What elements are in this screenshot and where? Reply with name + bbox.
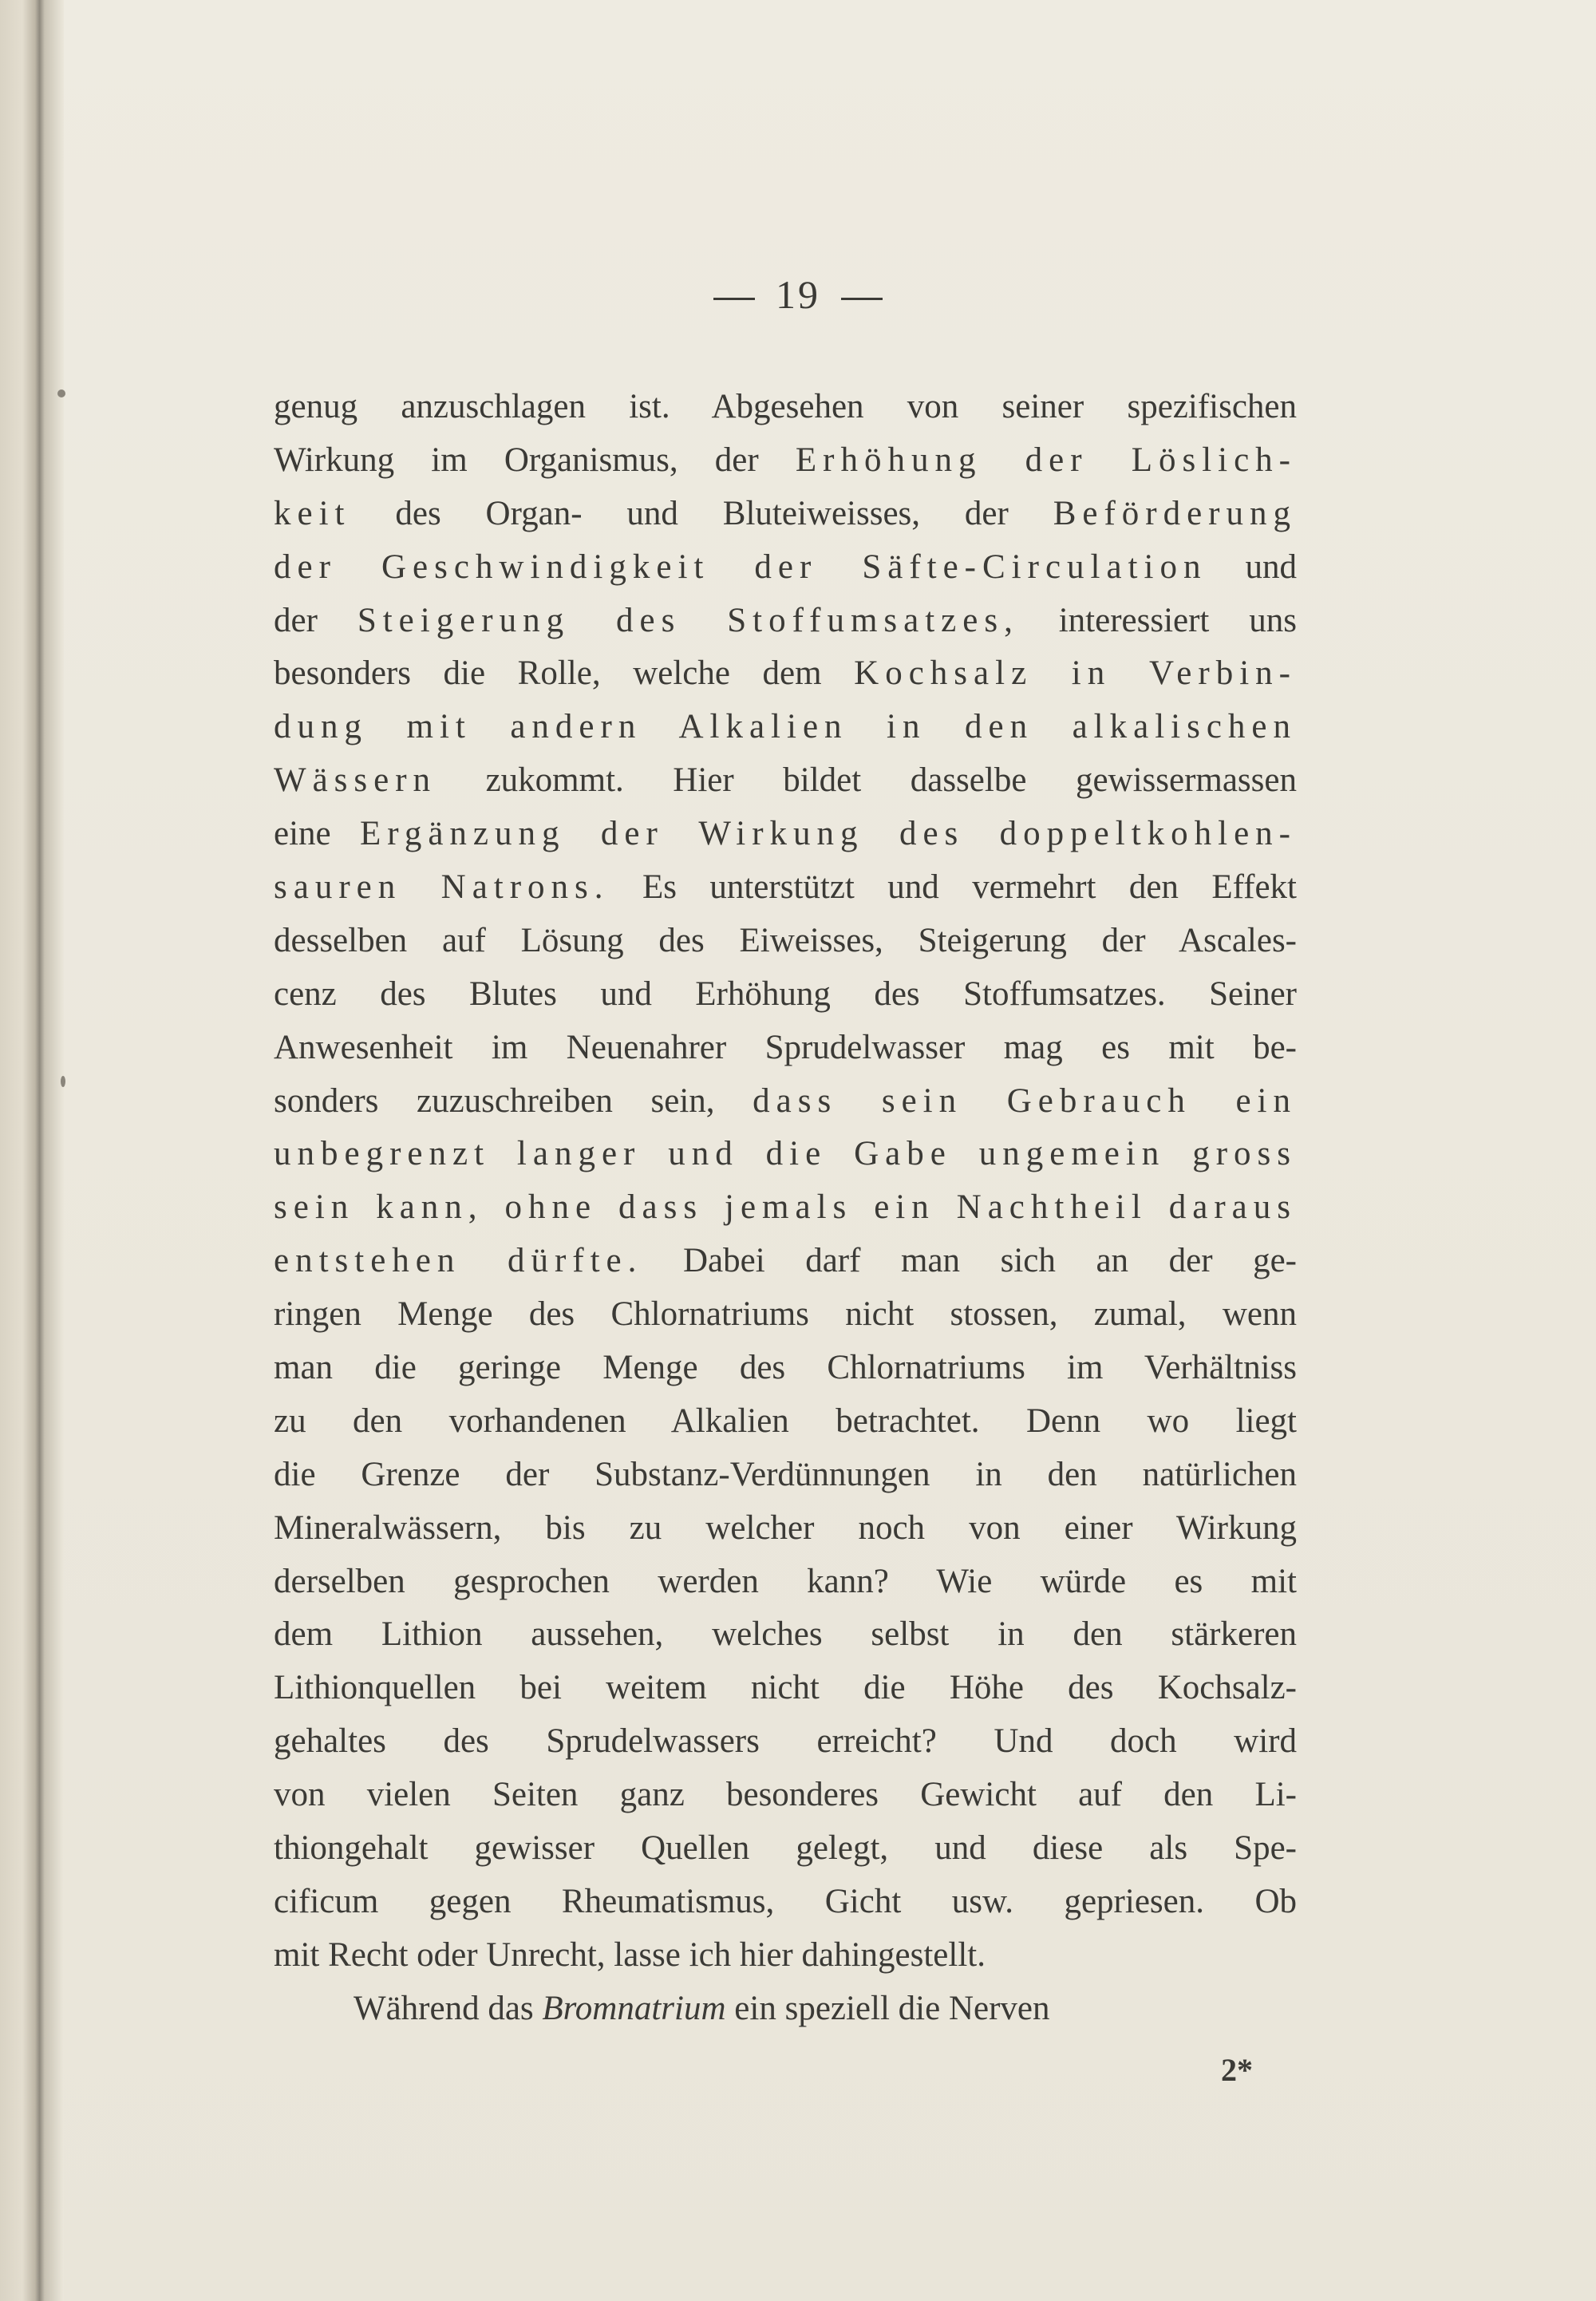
text-segment: sonders zuzuschreiben sein, (274, 1081, 753, 1120)
text-segment: Mineralwässern, bis zu welcher noch von einer Wirkung (274, 1508, 1297, 1547)
text-line (274, 1128, 1297, 1181)
text-line (274, 541, 1297, 595)
text-line (274, 1929, 1297, 1983)
spaced-emphasis: dung mit andern Alkalien in den alkalischen (274, 708, 1297, 746)
body-text (274, 381, 1297, 2036)
text-line (274, 1608, 1297, 1662)
text-line (274, 808, 1297, 861)
spaced-emphasis: Kochsalz in Verbin- (854, 654, 1297, 693)
paper-speck (57, 389, 65, 397)
text-segment: thiongehalt gewisser Quellen gelegt, und diese als Spe- (274, 1829, 1297, 1868)
text-line (274, 647, 1297, 701)
text-line (274, 1662, 1297, 1715)
text-line (274, 1235, 1297, 1288)
text-segment: von vielen Seiten ganz besonderes Gewicht auf den Li- (274, 1776, 1297, 1814)
text-line (274, 861, 1297, 915)
spaced-emphasis: keit (274, 494, 351, 532)
text-segment: der (274, 601, 358, 639)
text-segment: Wirkung im Organismus, der (274, 441, 796, 479)
text-segment: derselben gesprochen werden kann? Wie würde es mit (274, 1562, 1297, 1600)
text-line (274, 1181, 1297, 1235)
text-line (274, 1342, 1297, 1395)
book-gutter (0, 0, 64, 2301)
text-line (274, 915, 1297, 968)
text-line (274, 1022, 1297, 1075)
text-line (274, 1395, 1297, 1449)
text-segment: Es unterstützt und vermehrt den Effekt (609, 868, 1297, 907)
header-dash-left (713, 298, 755, 300)
spaced-emphasis: Wässern (274, 761, 437, 800)
text-segment: eine (274, 815, 361, 853)
text-segment: ringen Menge des Chlornatriums nicht stossen, zumal, wenn (274, 1295, 1297, 1334)
text-segment: zukommt. Hier bildet dasselbe gewissermassen (437, 761, 1297, 800)
text-segment: Lithionquellen bei weitem nicht die Höhe des Kochsalz- (274, 1669, 1297, 1707)
text-line (274, 1502, 1297, 1556)
text-segment: Während das (354, 1989, 543, 2027)
text-line (274, 1822, 1297, 1876)
spaced-emphasis: Steigerung des Stoffumsatzes, (357, 601, 1019, 639)
text-segment: ein speziell die Nerven (725, 1989, 1050, 2027)
italic-term: Bromnatrium (542, 1989, 726, 2027)
text-segment: Anwesenheit im Neuenahrer Sprudelwasser mag es mit be- (274, 1028, 1297, 1066)
text-segment: cificum gegen Rheumatismus, Gicht usw. gepriesen. Ob (274, 1882, 1297, 1920)
text-line (274, 434, 1297, 488)
page-number: 19 (776, 272, 820, 317)
spaced-emphasis: Beförderung (1053, 494, 1297, 532)
text-segment: interessiert uns (1018, 601, 1298, 639)
spaced-emphasis: der Geschwindigkeit der Säfte-Circulation (274, 548, 1207, 586)
text-segment: des Organ- und Bluteiweisses, der (350, 494, 1053, 532)
text-line (274, 701, 1297, 754)
text-line (274, 595, 1297, 648)
spaced-emphasis: dass sein Gebrauch ein (753, 1081, 1297, 1120)
spaced-emphasis: Erhöhung der Löslich- (795, 441, 1297, 479)
text-segment: genug anzuschlagen ist. Abgesehen von seiner spezifischen (274, 388, 1297, 425)
text-line (274, 1715, 1297, 1769)
text-segment: gehaltes des Sprudelwassers erreicht? Und doch wird (274, 1722, 1297, 1761)
paper-speck (61, 1076, 65, 1087)
text-line (274, 1075, 1297, 1129)
spaced-emphasis: entstehen dürfte. (274, 1242, 643, 1280)
spaced-emphasis: Ergänzung der Wirkung des doppeltkohlen- (360, 815, 1297, 853)
text-line (274, 754, 1297, 808)
text-segment: und (1207, 548, 1297, 586)
text-segment: zu den vorhandenen Alkalien betrachtet. Denn wo liegt (274, 1402, 1297, 1440)
text-segment: desselben auf Lösung des Eiweisses, Steigerung der Ascales- (274, 921, 1297, 959)
text-line (274, 1876, 1297, 1929)
text-line (274, 968, 1297, 1022)
text-line (274, 488, 1297, 541)
text-segment: die Grenze der Substanz-Verdünnungen in den natürlichen (274, 1455, 1297, 1493)
text-segment: dem Lithion aussehen, welches selbst in den stärkeren (274, 1615, 1297, 1654)
text-segment: man die geringe Menge des Chlornatriums im Verhältniss (274, 1349, 1297, 1387)
text-line (274, 1288, 1297, 1342)
page-header (0, 271, 1596, 318)
spaced-emphasis: sauren Natrons. (274, 868, 610, 907)
text-segment: besonders die Rolle, welche dem (274, 654, 855, 693)
text-line (274, 1556, 1297, 1609)
signature-mark: 2* (1221, 2052, 1253, 2088)
header-dash-right (841, 298, 883, 300)
text-line (274, 1983, 1297, 2036)
text-segment: cenz des Blutes und Erhöhung des Stoffumsatzes. Seiner (274, 975, 1297, 1013)
text-line (274, 381, 1297, 434)
text-segment: mit Recht oder Unrecht, lasse ich hier dahingestellt. (274, 1935, 986, 1974)
text-segment: Dabei darf man sich an der ge- (642, 1242, 1297, 1280)
text-line (274, 1769, 1297, 1822)
spaced-emphasis: unbegrenzt langer und die Gabe ungemein gross (274, 1135, 1297, 1173)
spaced-emphasis: sein kann, ohne dass jemals ein Nachtheil daraus (274, 1188, 1297, 1227)
text-line (274, 1449, 1297, 1502)
